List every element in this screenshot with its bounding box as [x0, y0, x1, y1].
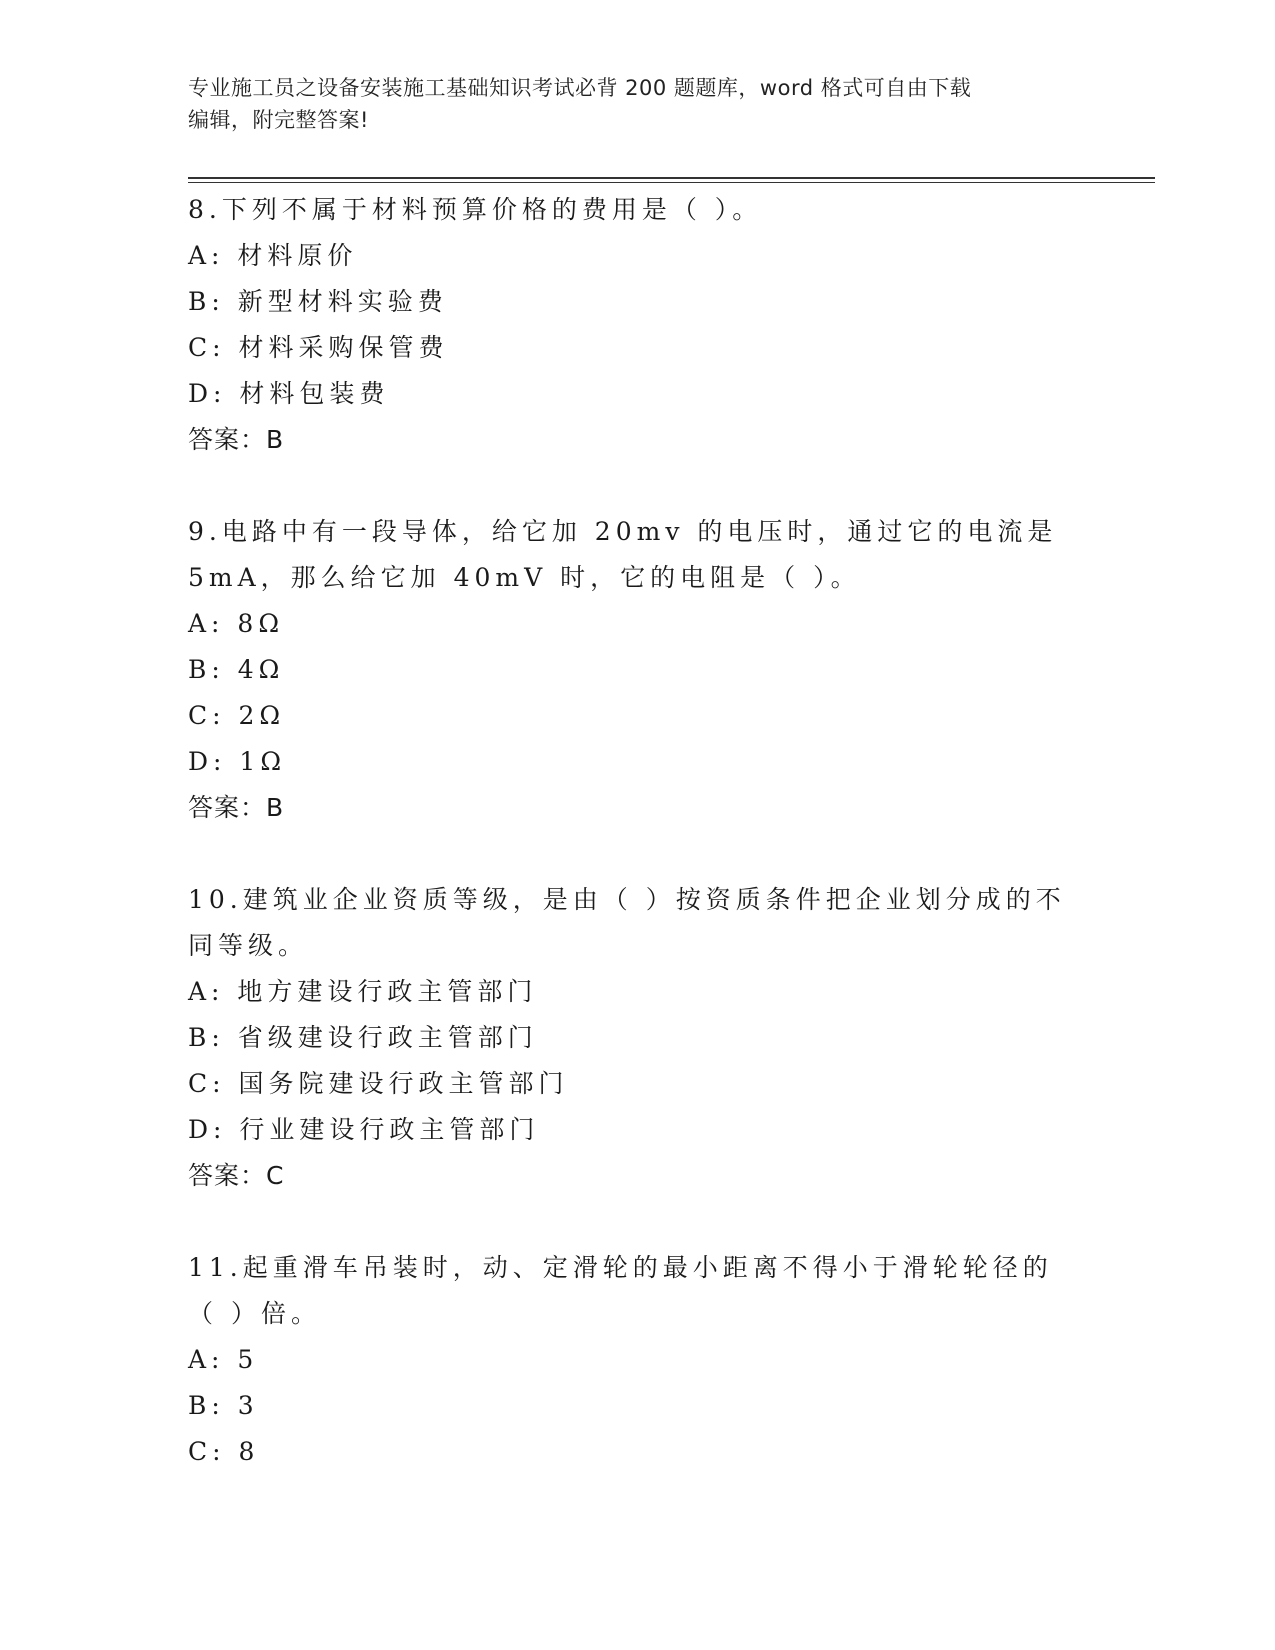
question-list	[188, 187, 1068, 1521]
answer-line: 答案：C	[188, 1161, 285, 1190]
question-8	[188, 187, 1068, 463]
option-a: A: 5	[188, 1345, 259, 1374]
header-divider-thin	[188, 182, 1155, 183]
option-b: B: 省级建设行政主管部门	[188, 1023, 538, 1052]
option-b: B: 新型材料实验费	[188, 287, 448, 316]
header-title-line1: 专业施工员之设备安装施工基础知识考试必背 200 题题库，word 格式可自由下载	[188, 76, 972, 100]
question-stem: 9.电路中有一段导体，给它加 20mv 的电压时，通过它的电流是 5mA，那么给它加 40mV 时，它的电阻是（ ）。	[188, 517, 1058, 592]
answer-line: 答案：B	[188, 793, 285, 822]
option-b: B: 3	[188, 1391, 259, 1420]
option-d: D: 行业建设行政主管部门	[188, 1115, 540, 1144]
option-d: D: 1Ω	[188, 747, 287, 776]
option-b: B: 4Ω	[188, 655, 285, 684]
question-9	[188, 509, 1068, 831]
option-c: C: 国务院建设行政主管部门	[188, 1069, 569, 1098]
option-a: A: 8Ω	[188, 609, 285, 638]
answer-line: 答案：B	[188, 425, 285, 454]
question-stem: 11.起重滑车吊装时，动、定滑轮的最小距离不得小于滑轮轮径的（ ）倍。	[188, 1253, 1053, 1328]
question-10	[188, 877, 1068, 1199]
option-a: A: 地方建设行政主管部门	[188, 977, 538, 1006]
header-divider-thick	[188, 177, 1155, 179]
document-header	[188, 72, 1088, 136]
option-a: A: 材料原价	[188, 241, 358, 270]
option-c: C: 材料采购保管费	[188, 333, 449, 362]
question-stem: 8.下列不属于材料预算价格的费用是（ ）。	[188, 195, 763, 224]
header-title-line2: 编辑，附完整答案!	[188, 108, 369, 132]
option-d: D: 材料包装费	[188, 379, 390, 408]
option-c: C: 2Ω	[188, 701, 286, 730]
question-stem: 10.建筑业企业资质等级，是由（ ）按资质条件把企业划分成的不同等级。	[188, 885, 1066, 960]
question-11	[188, 1245, 1068, 1475]
option-c: C: 8	[188, 1437, 260, 1466]
